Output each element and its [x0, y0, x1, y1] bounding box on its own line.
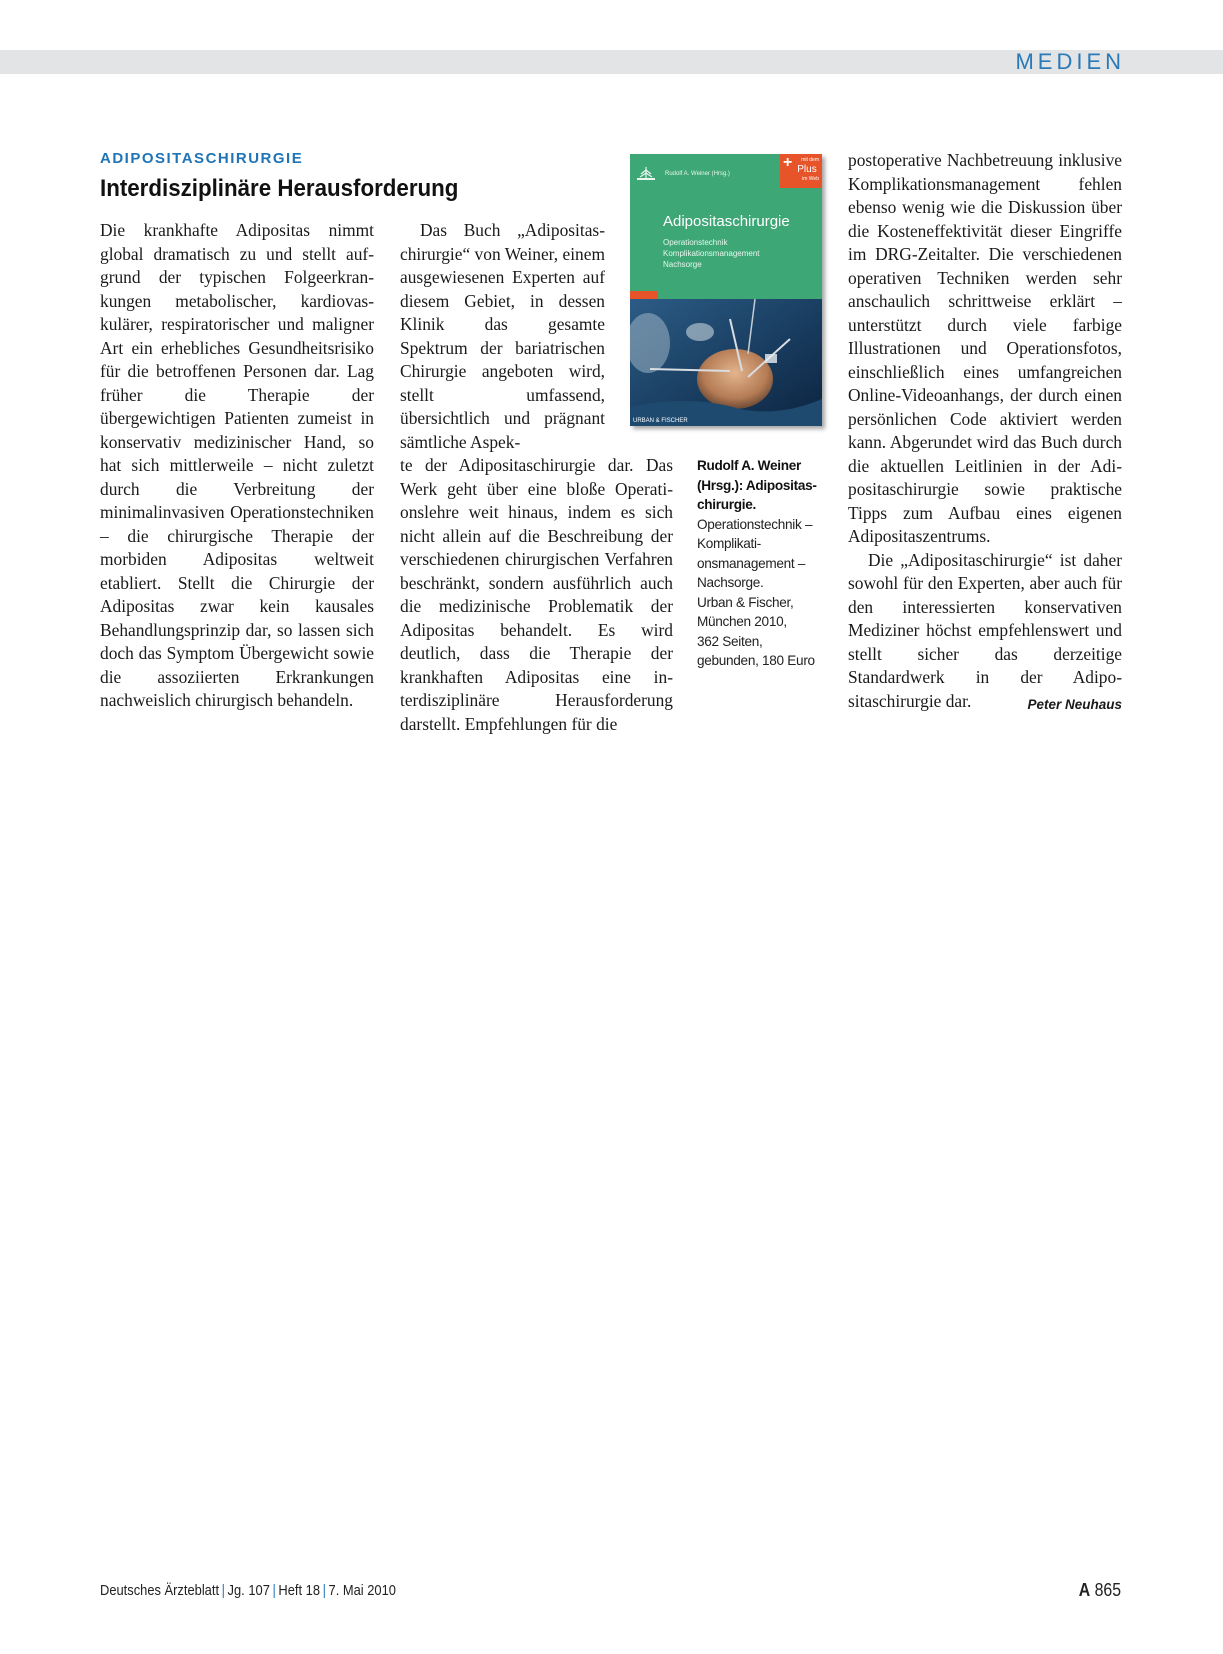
separator: | — [322, 1582, 326, 1599]
book-publisher: URBAN & FISCHER — [633, 418, 688, 424]
book-subtitle — [663, 237, 760, 270]
page-prefix: A — [1078, 1580, 1091, 1600]
cover-accent-strip — [630, 291, 658, 299]
page-number — [1079, 1580, 1121, 1601]
paragraph-book-continued: te der Adipositaschirurgie dar. Das Werk geht über eine bloße Operationslehre weit hinaus, indem es sich nicht allein auf die Beschreibung der verschiedenen chirurgischen Verfahren beschränkt, sondern ausführlich auch die medizinische Problematik der Adipositas behandelt. Es wird deutlich, dass die Therapie der krankhaften Adipositas eine interdisziplinäre Herausforderung darstellt. Empfehlungen für die — [400, 455, 673, 734]
paragraph-conclusion — [848, 549, 1122, 714]
paragraph-intro: Die krankhafte Adipositas nimmt global dramatisch zu und stellt aufgrund der typischen Folgeerkrankungen metabolischer, kardiovaskulärer, respiratorischer und maligner Art ein erhebliches Gesundheitsrisiko für die betroffenen Personen dar. Lag früher die Therapie der übergewichtigen Patienten zumeist in konservativ medizinischer Hand, so hat sich mittlerweile – nicht zuletzt durch die Verbreitung der minimalinvasiven Operationstechniken – die chirurgische Therapie der morbiden Adipositas weltweit etabliert. Stellt die Chirurgie der Adipositas zwar kein kausales Behandlungsprinzip dar, so lassen sich doch das Symptom Übergewicht sowie die assoziierten Erkrankungen nachweislich chirurgisch behandeln. — [100, 220, 374, 710]
badge-bottom: im Web — [802, 176, 819, 182]
paragraph-book-intro: Das Buch „Adipositaschirurgie“ von Weiner, einem ausgewiesenen Experten auf diesem Gebiet, in dessen Klinik das gesamte Spektrum der bariatrischen Chirurgie angeboten wird, stellt umfassend, übersichtlich und prägnant sämtliche Aspek- — [400, 220, 605, 452]
caption-details: 362 Seiten, gebunden, 180 Euro — [697, 633, 815, 668]
book-title: Adipositaschirurgie — [663, 213, 790, 230]
article-column-2-bottom — [400, 454, 673, 736]
book-subtitle-line: Nachsorge — [663, 260, 702, 269]
section-label: MEDIEN — [1015, 49, 1125, 74]
book-caption — [697, 456, 827, 671]
caption-subtitle: Operationstechnik – Komplikationsmanagement – Nachsorge. — [697, 516, 813, 590]
conclusion-text: Die „Adipositaschirurgie“ ist daher sowohl für den Experten, aber auch für den interessierten konservativen Mediziner höchst empfehlenswert und stellt sicher das derzeitige Standardwerk in der Adipositaschirurgie dar. — [848, 549, 1122, 711]
separator: | — [221, 1582, 225, 1599]
badge-main: Plus — [797, 164, 817, 175]
article-column-2-top — [400, 219, 605, 454]
article-column-1 — [100, 219, 374, 713]
publisher-logo-icon — [636, 166, 656, 182]
page-number-value: 865 — [1094, 1580, 1121, 1600]
journal-issue: Heft 18 — [278, 1582, 320, 1599]
separator: | — [272, 1582, 276, 1599]
plus-icon: + — [783, 154, 793, 171]
surgery-photo — [630, 299, 822, 426]
book-subtitle-line: Operationstechnik — [663, 238, 728, 247]
article-kicker: ADIPOSITASCHIRURGIE — [100, 150, 304, 167]
plus-badge — [780, 154, 822, 188]
article-headline: Interdisziplinäre Herausforderung — [100, 175, 459, 202]
journal-volume: Jg. 107 — [227, 1582, 270, 1599]
book-subtitle-line: Komplikationsmanagement — [663, 249, 760, 258]
caption-title: Rudolf A. Weiner (Hrsg.): Adipositaschirurgie. — [697, 458, 817, 512]
journal-date: 7. Mai 2010 — [328, 1582, 396, 1599]
author-name: Peter Neuhaus — [1027, 696, 1122, 712]
paragraph-content: postoperative Nachbetreuung inklusive Komplikationsmanagement fehlen ebenso wenig wie die Diskussion über die Kosteneffektivität dieser Eingriffe im DRG-Zeitalter. Die verschiedenen operativen Techniken werden sehr anschaulich schrittweise erklärt – unterstützt durch viele farbige Illustrationen und Operationsfotos, einschließlich eines umfangreichen Online-Videoanhangs, der durch einen persönlichen Code aktiviert werden kann. Abgerundet wird das Buch durch die aktuellen Leitlinien in der Adipositaschirurgie sowie praktische Tipps zum Aufbau eines eigenen Adipositaszentrums. — [848, 150, 1122, 546]
journal-name: Deutsches Ärzteblatt — [100, 1582, 220, 1599]
book-editor: Rudolf A. Weiner (Hrsg.) — [665, 171, 730, 177]
footer-journal-info — [100, 1582, 396, 1599]
badge-top: mit dem — [801, 157, 819, 163]
caption-publisher: Urban & Fischer, München 2010, — [697, 594, 794, 629]
book-cover-image — [630, 154, 822, 426]
article-column-3 — [848, 149, 1122, 716]
